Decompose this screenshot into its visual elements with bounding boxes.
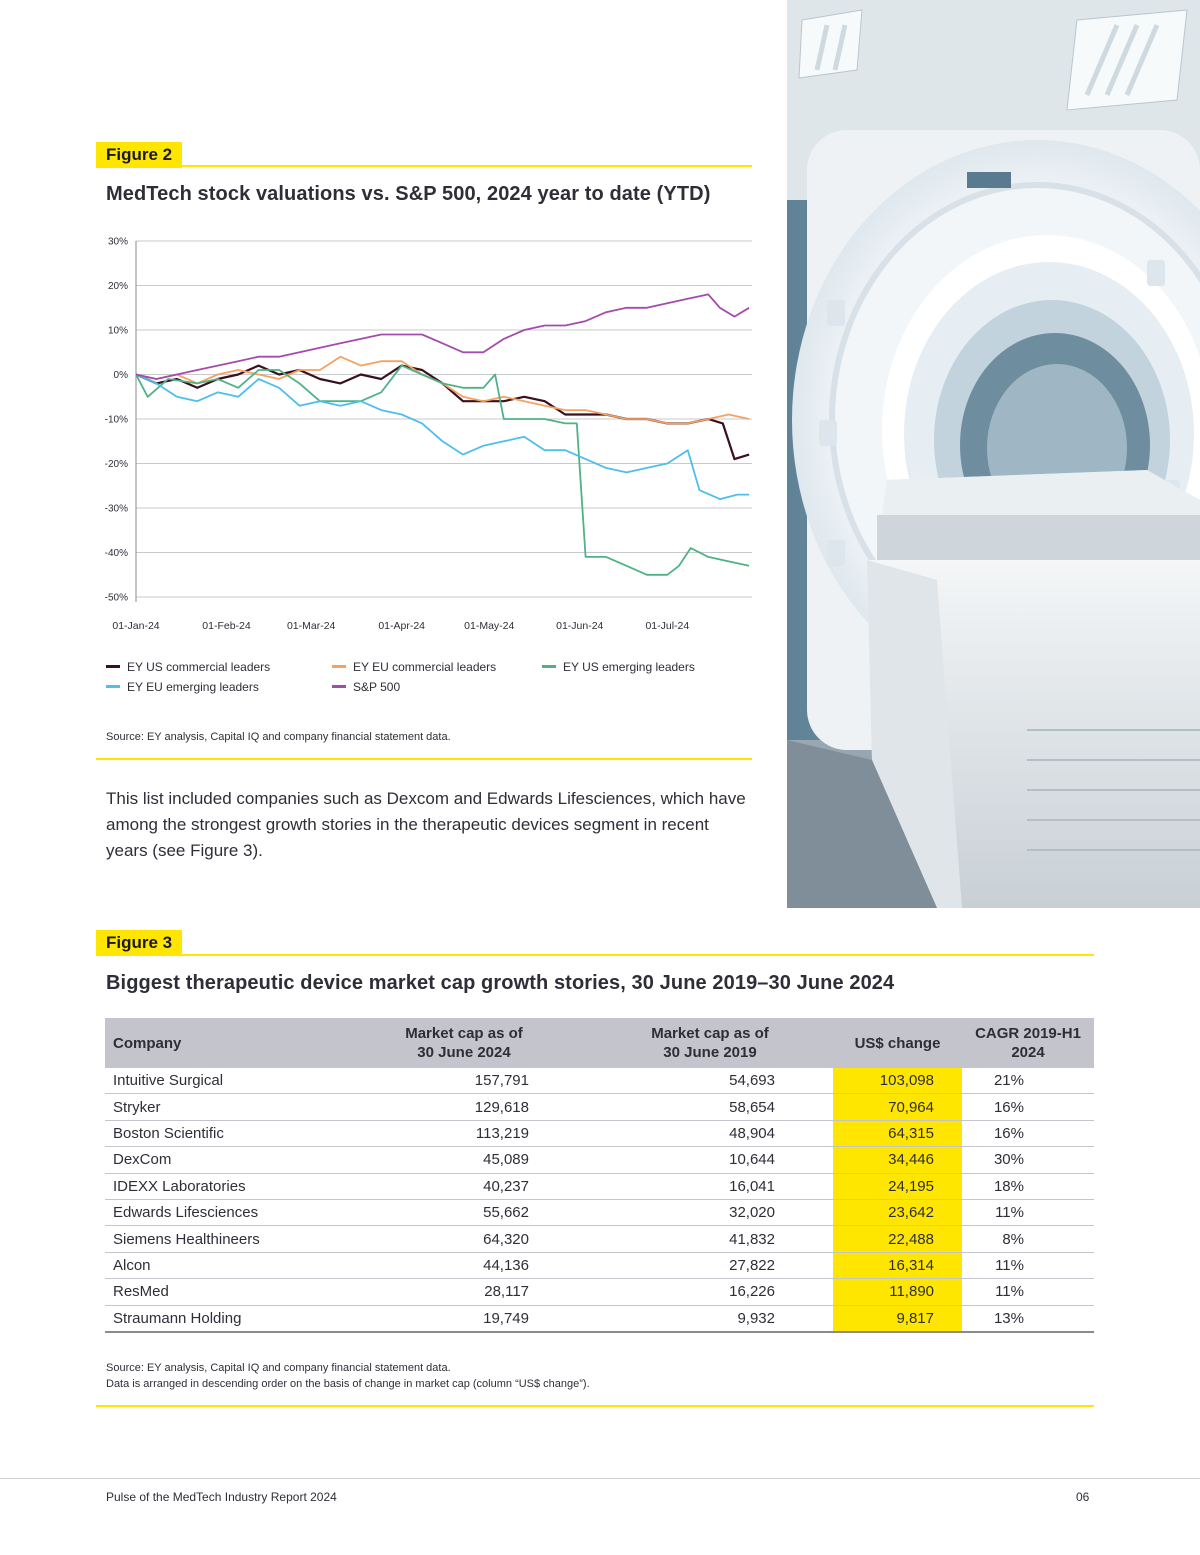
table-row xyxy=(105,1226,1094,1252)
cell-cap-2019: 27,822 xyxy=(587,1252,833,1278)
table-row xyxy=(105,1199,1094,1225)
cell-change: 9,817 xyxy=(833,1305,962,1332)
market-cap-table xyxy=(105,1018,1094,1333)
cell-change: 23,642 xyxy=(833,1199,962,1225)
series-line-ey-eu-commercial-leaders xyxy=(136,357,749,424)
cell-company: Stryker xyxy=(105,1094,341,1120)
cell-cap-2024: 45,089 xyxy=(341,1147,587,1173)
cell-cap-2019: 16,226 xyxy=(587,1279,833,1305)
cell-company: Siemens Healthineers xyxy=(105,1226,341,1252)
cell-change: 22,488 xyxy=(833,1226,962,1252)
figure-3-source xyxy=(106,1360,590,1392)
header-cap-2019-line2: 30 June 2019 xyxy=(663,1044,757,1061)
header-cap-2024-line1: Market cap as of xyxy=(405,1025,523,1042)
y-tick-label: -50% xyxy=(104,592,128,604)
footer-divider xyxy=(0,1478,1200,1479)
y-tick-label: -40% xyxy=(104,548,128,559)
cell-change: 70,964 xyxy=(833,1094,962,1120)
cell-cap-2019: 10,644 xyxy=(587,1147,833,1173)
cell-cap-2019: 41,832 xyxy=(587,1226,833,1252)
table-row xyxy=(105,1305,1094,1332)
cell-company: Edwards Lifesciences xyxy=(105,1199,341,1225)
cell-cap-2019: 32,020 xyxy=(587,1199,833,1225)
table-row xyxy=(105,1279,1094,1305)
table-row xyxy=(105,1094,1094,1120)
legend-item-eu-emerging xyxy=(106,680,259,694)
cell-cap-2024: 113,219 xyxy=(341,1120,587,1146)
cell-company: Intuitive Surgical xyxy=(105,1068,341,1094)
series-line-ey-eu-emerging-leaders xyxy=(136,375,749,500)
legend-label: S&P 500 xyxy=(353,680,401,694)
cell-cap-2024: 44,136 xyxy=(341,1252,587,1278)
figure-3-top-rule xyxy=(96,954,1094,956)
cell-cap-2019: 54,693 xyxy=(587,1068,833,1094)
legend-label: EY US commercial leaders xyxy=(127,660,271,674)
cell-cap-2019: 58,654 xyxy=(587,1094,833,1120)
cell-cap-2024: 55,662 xyxy=(341,1199,587,1225)
legend-swatch xyxy=(542,665,556,668)
y-tick-label: 20% xyxy=(107,281,128,292)
header-company: Company xyxy=(105,1018,341,1068)
figure-3-title: Biggest therapeutic device market cap growth stories, 30 June 2019–30 June 2024 xyxy=(106,972,895,994)
cell-change: 16,314 xyxy=(833,1252,962,1278)
cell-cap-2024: 157,791 xyxy=(341,1068,587,1094)
figure-3-bottom-rule xyxy=(96,1405,1094,1407)
cell-company: Boston Scientific xyxy=(105,1120,341,1146)
table-row xyxy=(105,1252,1094,1278)
legend-swatch xyxy=(106,665,120,668)
header-cagr: CAGR 2019-H1 2024 xyxy=(962,1018,1094,1068)
series-line-ey-us-emerging-leaders xyxy=(136,366,749,575)
x-tick-label: 01-Jul-24 xyxy=(645,620,690,632)
table-row xyxy=(105,1120,1094,1146)
table-row xyxy=(105,1147,1094,1173)
figure-3-source-line2: Data is arranged in descending order on the basis of change in market cap (column “US$ change”). xyxy=(106,1378,590,1390)
figure-2-source: Source: EY analysis, Capital IQ and company financial statement data. xyxy=(106,731,451,743)
cell-cagr: 11% xyxy=(962,1252,1094,1278)
cell-company: Alcon xyxy=(105,1252,341,1278)
figure-2-title: MedTech stock valuations vs. S&P 500, 2024 year to date (YTD) xyxy=(106,183,711,205)
x-tick-label: 01-May-24 xyxy=(464,620,515,632)
figure-3-tag: Figure 3 xyxy=(96,930,182,956)
legend-swatch xyxy=(332,685,346,688)
legend-item-us-emerging xyxy=(542,660,695,674)
legend-item-eu-commercial xyxy=(332,660,496,674)
cell-change: 103,098 xyxy=(833,1068,962,1094)
cell-cap-2024: 40,237 xyxy=(341,1173,587,1199)
cell-company: ResMed xyxy=(105,1279,341,1305)
cell-cap-2019: 48,904 xyxy=(587,1120,833,1146)
cell-cagr: 11% xyxy=(962,1199,1094,1225)
x-tick-label: 01-Jan-24 xyxy=(112,620,160,632)
cell-change: 64,315 xyxy=(833,1120,962,1146)
cell-change: 24,195 xyxy=(833,1173,962,1199)
x-tick-label: 01-Jun-24 xyxy=(556,620,604,632)
cell-cap-2019: 9,932 xyxy=(587,1305,833,1332)
cell-company: DexCom xyxy=(105,1147,341,1173)
body-paragraph: This list included companies such as Dexcom and Edwards Lifesciences, which have among the strongest growth stories in the therapeutic devices segment in recent years (see Figure 3). xyxy=(106,789,746,860)
header-cap-2024 xyxy=(341,1018,587,1068)
header-cap-2019-line1: Market cap as of xyxy=(651,1025,769,1042)
y-tick-label: 10% xyxy=(107,325,128,337)
cell-change: 11,890 xyxy=(833,1279,962,1305)
chart-legend xyxy=(106,660,746,700)
figure-3-source-line1: Source: EY analysis, Capital IQ and company financial statement data. xyxy=(106,1362,451,1374)
y-tick-label: 30% xyxy=(107,236,128,248)
cell-cap-2019: 16,041 xyxy=(587,1173,833,1199)
mri-scanner-photo xyxy=(787,0,1200,908)
table-row xyxy=(105,1068,1094,1094)
series-line-ey-us-commercial-leaders xyxy=(136,366,749,460)
footer-report-title: Pulse of the MedTech Industry Report 2024 xyxy=(106,1490,337,1504)
cell-cagr: 30% xyxy=(962,1147,1094,1173)
figure-2-bottom-rule xyxy=(96,758,752,760)
cell-company: Straumann Holding xyxy=(105,1305,341,1332)
cell-cagr: 13% xyxy=(962,1305,1094,1332)
cell-cap-2024: 129,618 xyxy=(341,1094,587,1120)
y-tick-label: -20% xyxy=(104,459,128,470)
cell-cagr: 21% xyxy=(962,1068,1094,1094)
figure-2-tag: Figure 2 xyxy=(96,142,182,168)
header-change: US$ change xyxy=(833,1018,962,1068)
y-tick-label: 0% xyxy=(113,370,128,381)
series-line-s-p-500 xyxy=(136,294,749,379)
figure-2-top-rule xyxy=(96,165,752,167)
table-header-row xyxy=(105,1018,1094,1068)
cell-cap-2024: 28,117 xyxy=(341,1279,587,1305)
legend-swatch xyxy=(106,685,120,688)
table-row xyxy=(105,1173,1094,1199)
cell-cap-2024: 19,749 xyxy=(341,1305,587,1332)
line-chart xyxy=(96,228,760,638)
legend-item-sp500 xyxy=(332,680,400,694)
cell-company: IDEXX Laboratories xyxy=(105,1173,341,1199)
x-tick-label: 01-Mar-24 xyxy=(286,620,336,632)
header-cap-2024-line2: 30 June 2024 xyxy=(417,1044,511,1061)
cell-cagr: 16% xyxy=(962,1120,1094,1146)
cell-cap-2024: 64,320 xyxy=(341,1226,587,1252)
x-tick-label: 01-Apr-24 xyxy=(378,620,426,632)
y-tick-label: -10% xyxy=(104,414,128,426)
legend-label: EY US emerging leaders xyxy=(563,660,695,674)
footer-page-number: 06 xyxy=(1076,1490,1090,1504)
legend-label: EY EU commercial leaders xyxy=(353,660,497,674)
legend-label: EY EU emerging leaders xyxy=(127,680,259,694)
cell-change: 34,446 xyxy=(833,1147,962,1173)
legend-swatch xyxy=(332,665,346,668)
cell-cagr: 8% xyxy=(962,1226,1094,1252)
cell-cagr: 18% xyxy=(962,1173,1094,1199)
y-tick-label: -30% xyxy=(104,503,128,515)
x-tick-label: 01-Feb-24 xyxy=(202,620,251,632)
header-cap-2019 xyxy=(587,1018,833,1068)
cell-cagr: 11% xyxy=(962,1279,1094,1305)
cell-cagr: 16% xyxy=(962,1094,1094,1120)
legend-item-us-commercial xyxy=(106,660,270,674)
